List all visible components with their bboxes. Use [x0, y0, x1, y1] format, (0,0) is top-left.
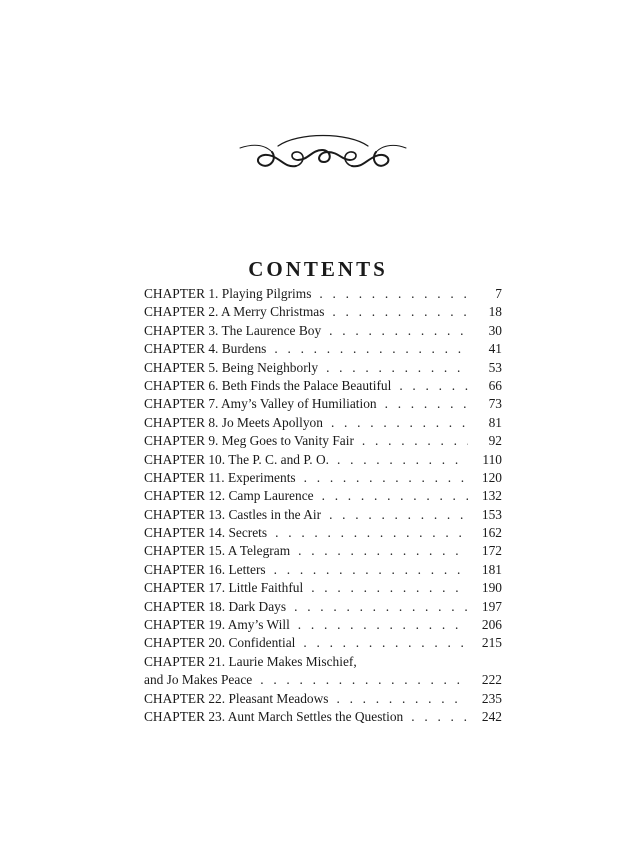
toc-entry: [144, 322, 502, 340]
dot-leader: [336, 690, 468, 708]
toc-entry: [144, 414, 502, 432]
dot-leader: [298, 542, 468, 560]
toc-entry: [144, 432, 502, 450]
toc-entry-label: CHAPTER 17. Little Faithful: [144, 580, 304, 596]
toc-page-number: 7: [495, 286, 502, 301]
toc-entry: [144, 561, 502, 579]
dot-leader: [303, 634, 468, 652]
toc-page-number: 153: [481, 506, 502, 522]
dot-leader: [332, 303, 468, 321]
table-of-contents: [144, 285, 502, 726]
toc-page-number: 162: [481, 525, 502, 541]
dot-leader: [274, 340, 468, 358]
toc-entry-label: CHAPTER 21. Laurie Makes Mischief,: [144, 653, 357, 669]
toc-page-number: 132: [481, 488, 502, 504]
dot-leader: [311, 579, 468, 597]
toc-entry: [144, 708, 502, 726]
toc-entry: [144, 579, 502, 597]
toc-entry: [144, 542, 502, 560]
toc-page-number: 41: [488, 341, 502, 357]
toc-entry-label: CHAPTER 15. A Telegram: [144, 543, 291, 559]
toc-entry-label: CHAPTER 6. Beth Finds the Palace Beautiful: [144, 377, 392, 393]
toc-entry-label: CHAPTER 19. Amy’s Will: [144, 617, 290, 633]
toc-page-number: 92: [488, 433, 502, 449]
toc-entry: [144, 395, 502, 413]
toc-page-number: 197: [481, 598, 502, 614]
dot-leader: [275, 524, 468, 542]
toc-entry-label: CHAPTER 11. Experiments: [144, 469, 296, 485]
toc-entry: [144, 671, 502, 689]
toc-entry-label: CHAPTER 18. Dark Days: [144, 598, 287, 614]
toc-entry: [144, 598, 502, 616]
dot-leader: [385, 395, 468, 413]
page-title: CONTENTS: [248, 257, 388, 282]
toc-entry-label: CHAPTER 13. Castles in the Air: [144, 506, 322, 522]
dot-leader: [337, 451, 468, 469]
toc-page-number: 181: [481, 561, 502, 577]
dot-leader: [294, 598, 468, 616]
toc-page-number: 110: [482, 451, 502, 467]
toc-entry: [144, 469, 502, 487]
dot-leader: [304, 469, 468, 487]
toc-page-number: 215: [481, 635, 502, 651]
toc-entry: [144, 634, 502, 652]
toc-entry-label: CHAPTER 1. Playing Pilgrims: [144, 286, 312, 301]
toc-entry-label: CHAPTER 3. The Laurence Boy: [144, 322, 322, 338]
toc-entry: [144, 451, 502, 469]
toc-entry-label: CHAPTER 4. Burdens: [144, 341, 267, 357]
toc-entry-label: CHAPTER 22. Pleasant Meadows: [144, 690, 329, 706]
toc-entry: [144, 690, 502, 708]
toc-page-number: 73: [488, 396, 502, 412]
toc-page-number: 206: [481, 617, 502, 633]
toc-entry: [144, 377, 502, 395]
toc-page-number: 30: [488, 322, 502, 338]
dot-leader: [319, 285, 468, 303]
toc-page-number: 18: [488, 304, 502, 320]
toc-page-number: 235: [481, 690, 502, 706]
toc-entry: [144, 285, 502, 303]
toc-page-number: 81: [488, 414, 502, 430]
toc-entry-label: CHAPTER 14. Secrets: [144, 525, 268, 541]
toc-page-number: 222: [481, 672, 502, 688]
toc-entry-label: CHAPTER 12. Camp Laurence: [144, 488, 314, 504]
dot-leader: [329, 322, 468, 340]
dot-leader: [329, 506, 468, 524]
dot-leader: [274, 561, 468, 579]
toc-entry: [144, 524, 502, 542]
toc-entry-label: CHAPTER 16. Letters: [144, 561, 266, 577]
toc-entry-label: CHAPTER 9. Meg Goes to Vanity Fair: [144, 433, 354, 449]
toc-entry: [144, 303, 502, 321]
toc-entry: [144, 487, 502, 505]
toc-entry: [144, 340, 502, 358]
toc-entry: [144, 616, 502, 634]
toc-entry-label: CHAPTER 8. Jo Meets Apollyon: [144, 414, 323, 430]
toc-entry-label: CHAPTER 7. Amy’s Valley of Humiliation: [144, 396, 377, 412]
toc-entry-label: CHAPTER 20. Confidential: [144, 635, 296, 651]
toc-entry: [144, 359, 502, 377]
dot-leader: [411, 708, 468, 726]
toc-entry-line: [144, 653, 502, 671]
toc-entry-label: CHAPTER 2. A Merry Christmas: [144, 304, 325, 320]
toc-entry-label: CHAPTER 5. Being Neighborly: [144, 359, 319, 375]
dot-leader: [331, 414, 468, 432]
dot-leader: [362, 432, 468, 450]
toc-entry-label-continued: and Jo Makes Peace: [144, 672, 253, 688]
dot-leader: [260, 671, 468, 689]
dot-leader: [326, 359, 468, 377]
dot-leader: [322, 487, 468, 505]
flourish-ornament-icon: [238, 126, 408, 182]
toc-page-number: 66: [488, 377, 502, 393]
toc-page-number: 190: [481, 580, 502, 596]
dot-leader: [298, 616, 468, 634]
toc-entry: [144, 506, 502, 524]
toc-entry-label: CHAPTER 10. The P. C. and P. O.: [144, 451, 330, 467]
dot-leader: [399, 377, 468, 395]
toc-page-number: 242: [481, 708, 502, 724]
toc-entry-label: CHAPTER 23. Aunt March Settles the Question: [144, 708, 404, 724]
toc-page-number: 53: [488, 359, 502, 375]
toc-page-number: 172: [481, 543, 502, 559]
toc-page-number: 120: [481, 469, 502, 485]
